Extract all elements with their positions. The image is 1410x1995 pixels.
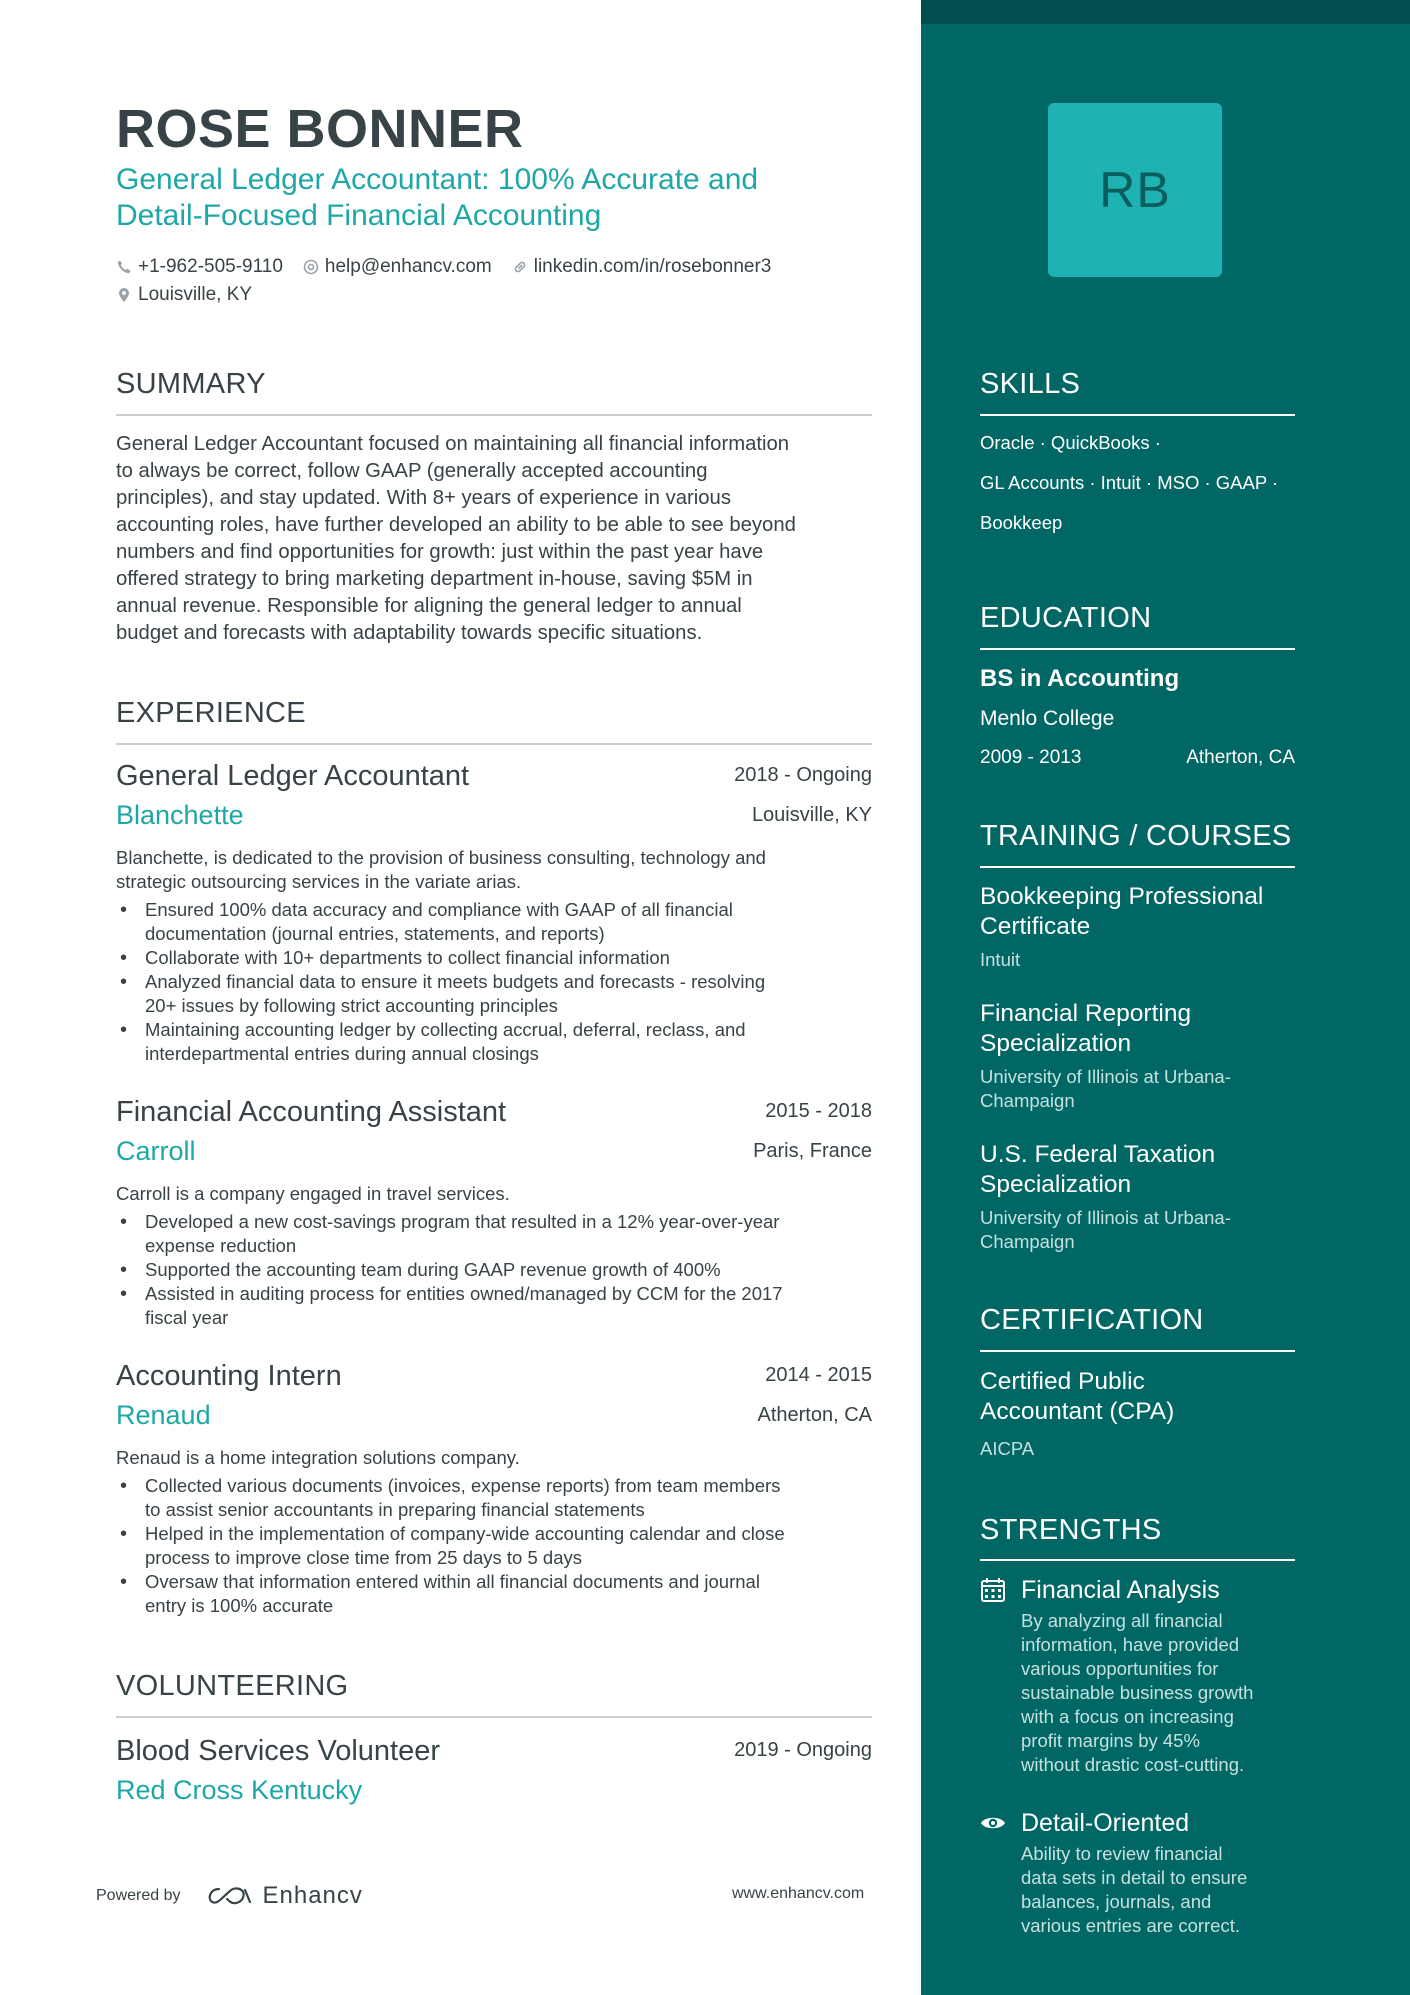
linkedin-contact[interactable] [512,256,772,278]
skills-line: Oracle · QuickBooks · [980,432,1161,453]
location-pin-icon [116,287,132,303]
company-name: Blanchette [116,800,244,830]
linkedin-text: linkedin.com/in/rosebonner3 [533,256,772,277]
certification-heading: CERTIFICATION [980,1304,1204,1336]
summary-line: accounting roles, have further developed an ability to be able to see beyond [116,514,796,536]
headline-line: Detail-Focused Financial Accounting [116,199,602,232]
strengths-divider [980,1559,1295,1561]
achievement-list [116,1210,872,1330]
headline [116,162,876,234]
achievement-bullet: • Ensured 100% data accuracy and compliance with GAAP of all financial documentation (journal entries, statements, and reports) [116,898,872,946]
phone-icon [116,259,132,275]
course-title: Financial Reporting Specialization [980,1000,1192,1057]
phone-text: +1-962-505-9110 [138,256,283,277]
strength-description: By analyzing all financial information, have provided various opportunities for sustainable business growth with a focus on increasing profit margins by 45% without drastic cost-cutting. [1021,1610,1254,1775]
skills-list [980,427,1310,547]
sidebar-top-bar [921,0,1410,24]
certification-issuer: AICPA [980,1438,1035,1459]
summary-heading: SUMMARY [116,368,266,400]
experience-divider [116,743,872,745]
enhancv-logo[interactable] [207,1882,363,1910]
avatar: RB [1048,103,1222,277]
job-entry [116,760,872,1066]
achievement-bullet: • Assisted in auditing process for entities owned/managed by CCM for the 2017 fiscal year [116,1282,872,1330]
training-divider [980,866,1295,868]
skills-divider [980,414,1295,416]
email-text: help@enhancv.com [324,256,492,277]
course-entry [980,999,1310,1113]
education-heading: EDUCATION [980,602,1152,634]
candidate-name: ROSE BONNER [116,99,524,159]
summary-line: annual revenue. Responsible for aligning the general ledger to annual [116,595,742,617]
achievement-bullet: • Developed a new cost-savings program that resulted in a 12% year-over-year expense reduction [116,1210,872,1258]
volunteer-entry [116,1735,872,1817]
summary-line: budget and forecasts with adaptability towards specific situations. [116,622,703,644]
summary-line: to always be correct, follow GAAP (generally accepted accounting [116,460,708,482]
certification-entry [980,1367,1310,1461]
contact-info [116,253,876,309]
course-provider: University of Illinois at Urbana- Champaign [980,1066,1231,1111]
training-heading: TRAINING / COURSES [980,820,1292,852]
achievement-bullet: • Collaborate with 10+ departments to collect financial information [116,946,872,970]
achievement-bullet: • Supported the accounting team during GAAP revenue growth of 400% [116,1258,872,1282]
achievement-bullet: • Maintaining accounting ledger by collecting accrual, deferral, reclass, and interdepartmental entries during annual closings [116,1018,872,1066]
skills-line: GL Accounts · Intuit · MSO · GAAP · [980,472,1279,493]
company-description [116,1446,872,1470]
job-dates: 2018 - Ongoing [734,764,872,786]
job-title: General Ledger Accountant [116,760,470,792]
strength-entry [980,1806,1310,1938]
summary-divider [116,414,872,416]
link-icon [512,259,528,275]
strength-description: Ability to review financial data sets in detail to ensure balances, journals, and various entries are correct. [1021,1843,1248,1936]
powered-by-label: Powered by [96,1887,181,1904]
achievement-list [116,898,872,1066]
skills-line: Bookkeep [980,512,1063,533]
course-provider: University of Illinois at Urbana- Champaign [980,1207,1231,1252]
achievement-bullet: • Collected various documents (invoices, expense reports) from team members to assist senior accountants in preparing financial statements [116,1474,872,1522]
at-icon [303,259,319,275]
education-location: Atherton, CA [1186,747,1295,768]
achievement-bullet: • Analyzed financial data to ensure it meets budgets and forecasts - resolving 20+ issues by following strict accounting principles [116,970,872,1018]
course-title: Bookkeeping Professional Certificate [980,883,1264,940]
summary-text [116,431,876,647]
company-name: Renaud [116,1400,211,1430]
education-divider [980,648,1295,650]
course-provider: Intuit [980,949,1021,970]
description-line: Renaud is a home integration solutions company. [116,1447,520,1468]
education-degree: BS in Accounting [980,665,1180,692]
email-contact[interactable] [303,256,492,278]
summary-line: principles), and stay updated. With 8+ years of experience in various [116,487,731,509]
job-location: Atherton, CA [757,1404,872,1426]
strengths-heading: STRENGTHS [980,1514,1162,1546]
enhancv-logo-text: Enhancv [262,1882,363,1909]
description-line: strategic outsourcing services in the variate arias. [116,871,522,892]
achievement-bullet: • Helped in the implementation of company-wide accounting calendar and close process to improve close time from 25 days to 5 days [116,1522,872,1570]
powered-by [96,1882,363,1910]
achievement-list [116,1474,872,1618]
job-title: Accounting Intern [116,1360,342,1392]
company-name: Carroll [116,1136,196,1166]
skills-heading: SKILLS [980,368,1081,400]
course-entry [980,1140,1310,1254]
volunteer-role: Blood Services Volunteer [116,1735,441,1767]
achievement-bullet: • Oversaw that information entered within all financial documents and journal entry is 100% accurate [116,1570,872,1618]
strength-entry [980,1573,1310,1777]
description-line: Carroll is a company engaged in travel services. [116,1183,510,1204]
eye-icon [980,1810,1006,1836]
strength-title: Detail-Oriented [1021,1808,1190,1837]
footer-url[interactable]: www.enhancv.com [732,1885,865,1902]
job-dates: 2015 - 2018 [765,1100,872,1122]
volunteer-dates: 2019 - Ongoing [734,1739,872,1761]
volunteering-divider [116,1716,872,1718]
job-title: Financial Accounting Assistant [116,1096,507,1128]
job-dates: 2014 - 2015 [765,1364,872,1386]
job-entry [116,1096,872,1330]
volunteering-heading: VOLUNTEERING [116,1670,349,1702]
volunteer-organization: Red Cross Kentucky [116,1775,363,1805]
education-dates: 2009 - 2013 [980,747,1082,768]
headline-line: General Ledger Accountant: 100% Accurate and [116,163,759,196]
job-location: Paris, France [753,1140,872,1162]
description-line: Blanchette, is dedicated to the provision of business consulting, technology and [116,847,766,868]
phone-contact[interactable] [116,256,283,278]
experience-heading: EXPERIENCE [116,697,306,729]
strength-title: Financial Analysis [1021,1575,1220,1604]
job-location: Louisville, KY [751,804,872,826]
certification-name: Certified Public Accountant (CPA) [980,1368,1175,1425]
location-text: Louisville, KY [138,284,253,305]
education-school: Menlo College [980,707,1115,730]
location-contact [116,284,252,306]
company-description [116,846,872,894]
sidebar [921,0,1410,1995]
company-description [116,1182,872,1206]
summary-line: General Ledger Accountant focused on maintaining all financial information [116,433,790,455]
summary-line: numbers and find opportunities for growth: just within the past year have [116,541,764,563]
course-entry [980,882,1310,972]
course-title: U.S. Federal Taxation Specialization [980,1141,1216,1198]
certification-divider [980,1350,1295,1352]
calendar-icon [980,1577,1006,1603]
job-entry [116,1360,872,1618]
enhancv-logo-icon [207,1885,253,1907]
summary-line: offered strategy to bring marketing department in-house, saving $5M in [116,568,753,590]
